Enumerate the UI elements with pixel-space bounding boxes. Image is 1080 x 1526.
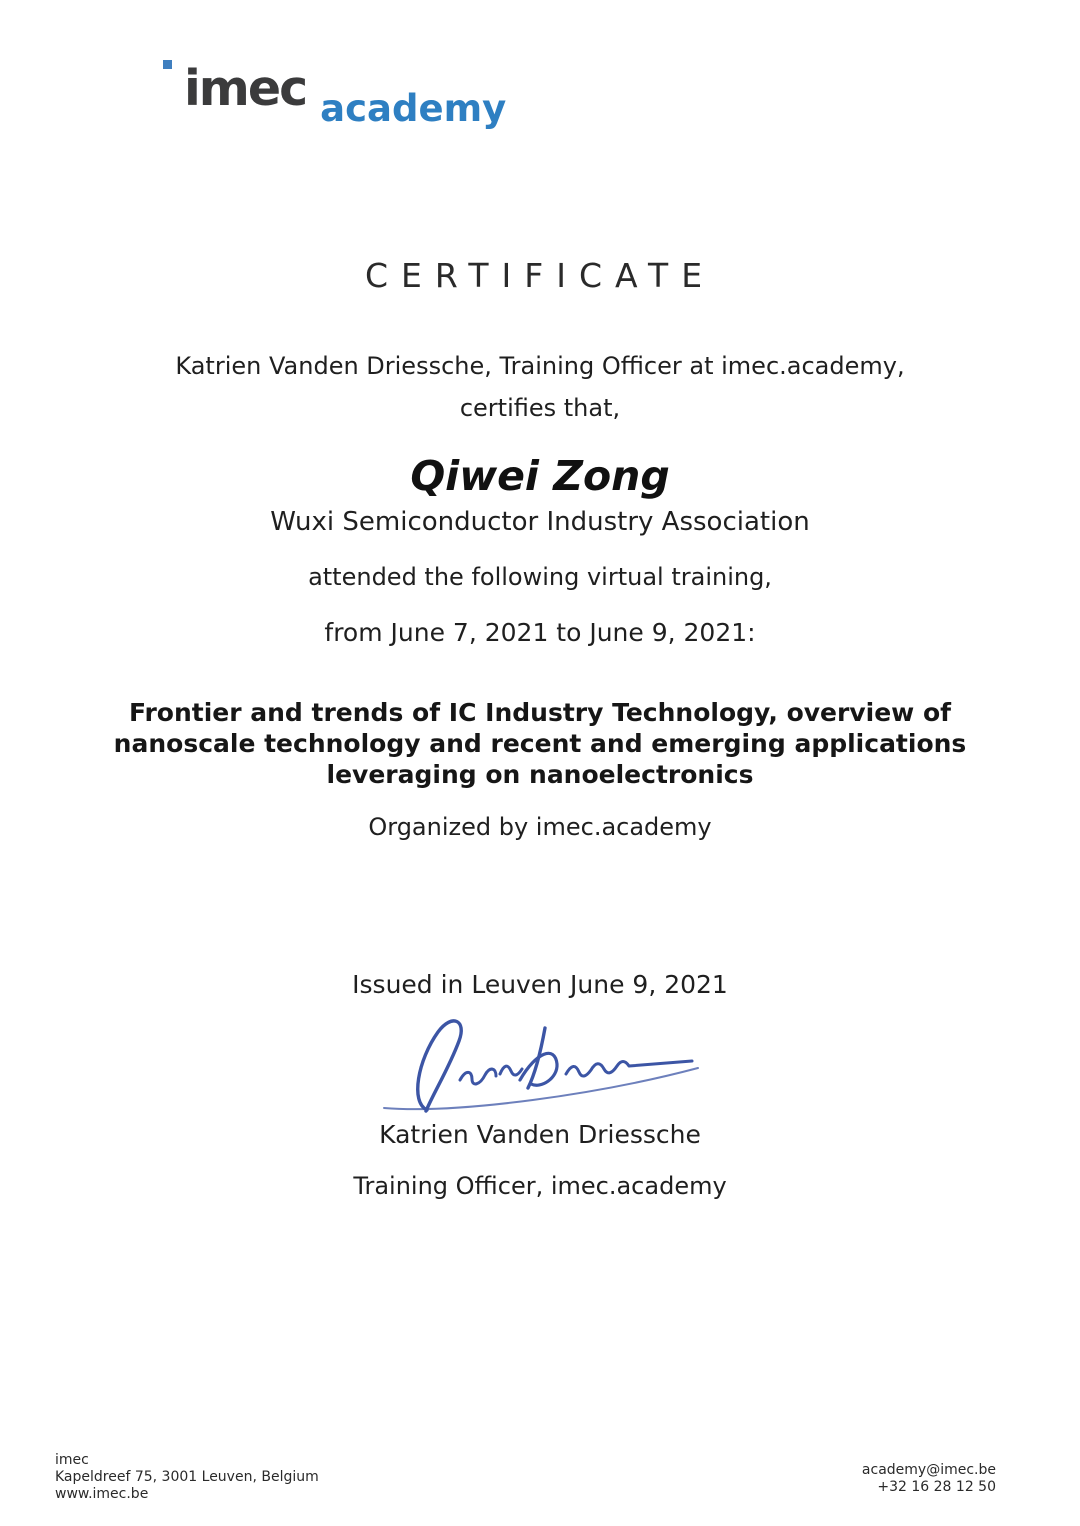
footer-address-block xyxy=(55,1452,319,1503)
training-dates: from June 7, 2021 to June 9, 2021: xyxy=(324,618,756,647)
footer-contact-block xyxy=(862,1462,996,1496)
footer-street-address: Kapeldreef 75, 3001 Leuven, Belgium xyxy=(55,1469,319,1485)
recipient-name: Qiwei Zong xyxy=(410,452,670,500)
footer-website: www.imec.be xyxy=(55,1486,149,1502)
footer-company: imec xyxy=(55,1452,89,1468)
issued-line: Issued in Leuven June 9, 2021 xyxy=(352,970,728,999)
imec-academy-logo xyxy=(163,52,507,130)
intro-line-certifies: certifies that, xyxy=(459,394,621,422)
intro-line-officer: Katrien Vanden Driessche, Training Officer at imec.academy, xyxy=(175,352,905,380)
footer-email: academy@imec.be xyxy=(861,1462,996,1478)
course-title: Frontier and trends of IC Industry Technology, overview of nanoscale technology and recent and emerging applications leveraging on nanoelectronics xyxy=(113,698,967,789)
logo-academy-text: academy xyxy=(320,87,507,130)
attended-line: attended the following virtual training, xyxy=(308,563,772,591)
signature-image xyxy=(370,1008,710,1118)
certificate-title: CERTIFICATE xyxy=(364,256,716,295)
signer-name: Katrien Vanden Driessche xyxy=(379,1120,701,1149)
logo-square-dot-icon xyxy=(163,60,172,69)
organized-by-line: Organized by imec.academy xyxy=(368,813,712,841)
recipient-affiliation: Wuxi Semiconductor Industry Association xyxy=(270,507,810,537)
logo-imec-text: imec xyxy=(184,60,307,117)
footer-phone: +32 16 28 12 50 xyxy=(877,1479,996,1495)
signature-area xyxy=(0,1008,1080,1122)
signer-role: Training Officer, imec.academy xyxy=(353,1172,727,1200)
